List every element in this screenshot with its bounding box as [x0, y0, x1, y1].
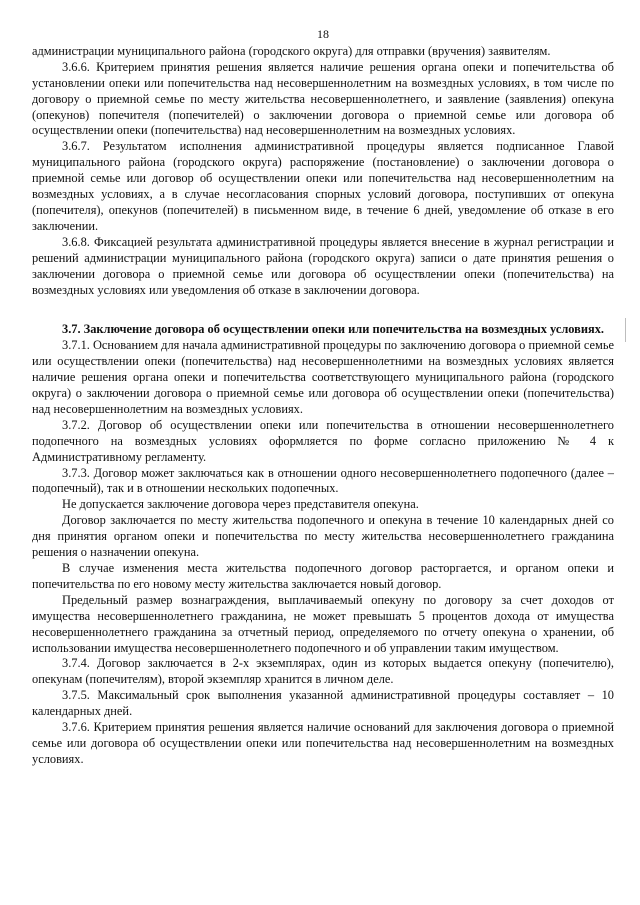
paragraph-3-7-5: 3.7.5. Максимальный срок выполнения указанной административной процедуры составляет – 10 календарных дней.	[32, 688, 614, 719]
section-gap	[32, 298, 614, 322]
paragraph-3-7-2: 3.7.2. Договор об осуществлении опеки или попечительства в отношении несовершеннолетнего подопечного на возмездных условиях оформляется по форме согласно приложению № 4 к Административному регламенту.	[32, 417, 614, 464]
paragraph-3-7-1: 3.7.1. Основанием для начала административной процедуры по заключению договора о приемной семье или осуществлении опеки (попечительства) над несовершеннолетними на возмездных условиях является наличие решения органа опеки и попечительства соответствующего муниципального района (городского округа) о заключении договора о приемной семье или договора об осуществлении опеки (попечительства) над несовершеннолетним на возмездных условиях.	[32, 338, 614, 416]
section-heading-3-7: 3.7. Заключение договора об осуществлении опеки или попечительства на возмездных условиях.	[62, 322, 605, 337]
paragraph-3-6-6: 3.6.6. Критерием принятия решения является наличие решения органа опеки и попечительства об установлении опеки или попечительства над несовершеннолетним на возмездных условиях, в том числе по договору о приемной семье по месту жительства несовершеннолетнего, и заявление (заявления) опекуна (опекунов) попечителя (попечителей) о заключении договора о приемной семье или договора об осуществлении опеки (попечительства) над несовершеннолетним на возмездных условиях.	[32, 59, 614, 138]
paragraph-3-7-4: 3.7.4. Договор заключается в 2-х экземплярах, один из которых выдается опекуну (попечителю), опекунам (попечителям), второй экземпляр хранится в личном деле.	[32, 656, 614, 687]
page-number: 18	[317, 27, 329, 41]
paragraph-continuation: администрации муниципального района (городского округа) для отправки (вручения) заявителям.	[32, 43, 551, 58]
paragraph-residence-change: В случае изменения места жительства подопечного договор расторгается, и органом опеки и попечительства по его новому месту жительства заключается новый договор.	[32, 561, 614, 591]
paragraph-contract-term: Договор заключается по месту жительства подопечного и опекуна в течение 10 календарных дней со дня принятия органом опеки и попечительства по месту жительства несовершеннолетнего гражданина решения о назначении опекуна.	[32, 513, 614, 560]
document-page	[32, 0, 614, 905]
paragraph-3-7-3: 3.7.3. Договор может заключаться как в отношении одного несовершеннолетнего подопечного (далее – подопечный), так и в отношении нескольких подопечных.	[32, 465, 614, 496]
paragraph-3-7-6: 3.7.6. Критерием принятия решения является наличие оснований для заключения договора о приемной семье или договора об осуществлении опеки или попечительства над несовершеннолетним на возмездных условиях.	[32, 720, 614, 766]
paragraph-remuneration: Предельный размер вознаграждения, выплачиваемый опекуну по договору за счет доходов от имущества несовершеннолетнего гражданина, не может превышать 5 процентов дохода от имущества несовершеннолетнего гражданина за отчетный период, определяемого по отчету опекуна о хранении, об использовании имущества несовершеннолетнего подопечного и об управлении таким имуществом.	[32, 592, 614, 655]
paragraph-no-representative: Не допускается заключение договора через представителя опекуна.	[62, 497, 419, 512]
paragraph-3-6-7: 3.6.7. Результатом исполнения административной процедуры является подписанное Главой муниципального района (городского округа) распоряжение (постановление) о заключении договора о приемной семье или договор об осуществлении опеки или попечительства над несовершеннолетним на возмездных условиях, а в случае несогласования спорных условий договора, поступивших от опекуна (попечителя), опекунов (попечителей) в письменном виде, в течение 6 дней, уведомление об отказе в его заключении.	[32, 139, 614, 233]
paragraph-3-6-8: 3.6.8. Фиксацией результата административной процедуры является внесение в журнал регистрации и решений администрации муниципального района (городского округа) записи о дате принятия решения о заключении договора о приемной семье или договора об осуществлении опеки (попечительства) на возмездных условиях или уведомления об отказе в заключении договора.	[32, 234, 614, 297]
scan-margin-mark	[625, 318, 626, 342]
